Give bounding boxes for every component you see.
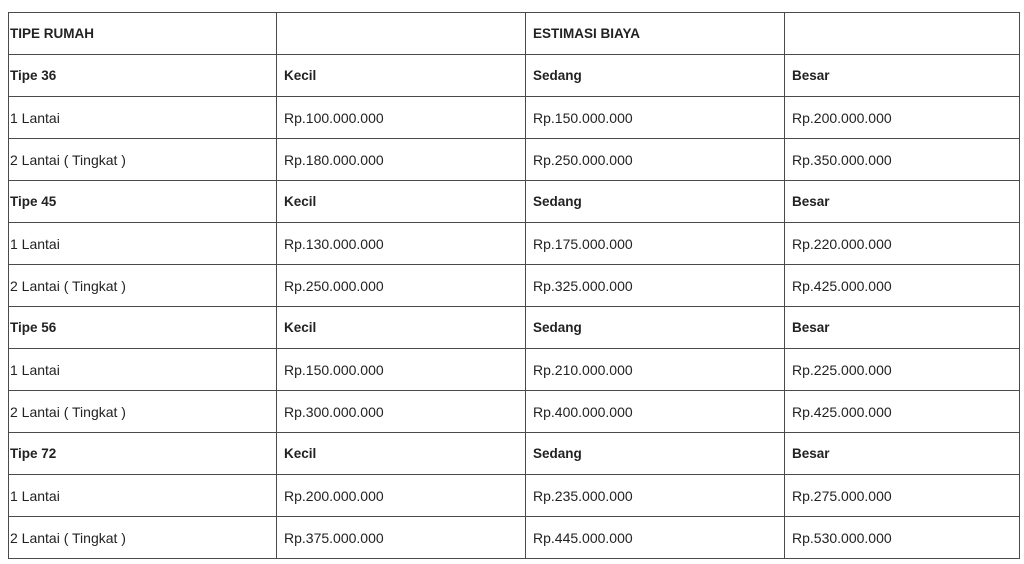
group-title: Tipe 56 xyxy=(9,307,277,349)
cost-small: Rp.250.000.000 xyxy=(277,265,526,307)
size-label-large: Besar xyxy=(785,55,1020,97)
table-row xyxy=(9,475,1020,517)
size-label-small: Kecil xyxy=(277,181,526,223)
size-label-medium: Sedang xyxy=(526,181,785,223)
floor-label: 2 Lantai ( Tingkat ) xyxy=(9,265,277,307)
cost-large: Rp.275.000.000 xyxy=(785,475,1020,517)
cost-small: Rp.130.000.000 xyxy=(277,223,526,265)
cost-large: Rp.200.000.000 xyxy=(785,97,1020,139)
group-title: Tipe 36 xyxy=(9,55,277,97)
size-label-small: Kecil xyxy=(277,433,526,475)
size-label-large: Besar xyxy=(785,181,1020,223)
size-label-small: Kecil xyxy=(277,307,526,349)
floor-label: 1 Lantai xyxy=(9,349,277,391)
cost-medium: Rp.235.000.000 xyxy=(526,475,785,517)
cost-small: Rp.100.000.000 xyxy=(277,97,526,139)
floor-label: 1 Lantai xyxy=(9,97,277,139)
cost-medium: Rp.210.000.000 xyxy=(526,349,785,391)
header-empty-cell xyxy=(785,13,1020,55)
table-header-row xyxy=(9,13,1020,55)
table-row xyxy=(9,97,1020,139)
floor-label: 1 Lantai xyxy=(9,475,277,517)
header-house-type: TIPE RUMAH xyxy=(9,13,277,55)
cost-medium: Rp.150.000.000 xyxy=(526,97,785,139)
size-label-medium: Sedang xyxy=(526,55,785,97)
cost-large: Rp.425.000.000 xyxy=(785,265,1020,307)
table-row xyxy=(9,391,1020,433)
cost-large: Rp.425.000.000 xyxy=(785,391,1020,433)
cost-medium: Rp.400.000.000 xyxy=(526,391,785,433)
size-label-large: Besar xyxy=(785,307,1020,349)
floor-label: 2 Lantai ( Tingkat ) xyxy=(9,391,277,433)
floor-label: 2 Lantai ( Tingkat ) xyxy=(9,139,277,181)
size-label-large: Besar xyxy=(785,433,1020,475)
group-header-row xyxy=(9,55,1020,97)
table-row xyxy=(9,517,1020,559)
size-label-medium: Sedang xyxy=(526,433,785,475)
cost-small: Rp.300.000.000 xyxy=(277,391,526,433)
size-label-medium: Sedang xyxy=(526,307,785,349)
cost-medium: Rp.175.000.000 xyxy=(526,223,785,265)
cost-small: Rp.150.000.000 xyxy=(277,349,526,391)
header-cost-estimate: ESTIMASI BIAYA xyxy=(526,13,785,55)
group-header-row xyxy=(9,307,1020,349)
cost-large: Rp.350.000.000 xyxy=(785,139,1020,181)
cost-medium: Rp.250.000.000 xyxy=(526,139,785,181)
cost-large: Rp.530.000.000 xyxy=(785,517,1020,559)
table-row xyxy=(9,265,1020,307)
table-row xyxy=(9,139,1020,181)
cost-large: Rp.220.000.000 xyxy=(785,223,1020,265)
cost-estimate-table xyxy=(8,12,1020,559)
floor-label: 1 Lantai xyxy=(9,223,277,265)
cost-large: Rp.225.000.000 xyxy=(785,349,1020,391)
cost-medium: Rp.325.000.000 xyxy=(526,265,785,307)
table-row xyxy=(9,349,1020,391)
group-title: Tipe 45 xyxy=(9,181,277,223)
cost-small: Rp.200.000.000 xyxy=(277,475,526,517)
group-header-row xyxy=(9,433,1020,475)
cost-medium: Rp.445.000.000 xyxy=(526,517,785,559)
cost-small: Rp.375.000.000 xyxy=(277,517,526,559)
size-label-small: Kecil xyxy=(277,55,526,97)
group-title: Tipe 72 xyxy=(9,433,277,475)
table-body xyxy=(9,13,1020,559)
header-empty-cell xyxy=(277,13,526,55)
floor-label: 2 Lantai ( Tingkat ) xyxy=(9,517,277,559)
cost-small: Rp.180.000.000 xyxy=(277,139,526,181)
group-header-row xyxy=(9,181,1020,223)
table-row xyxy=(9,223,1020,265)
